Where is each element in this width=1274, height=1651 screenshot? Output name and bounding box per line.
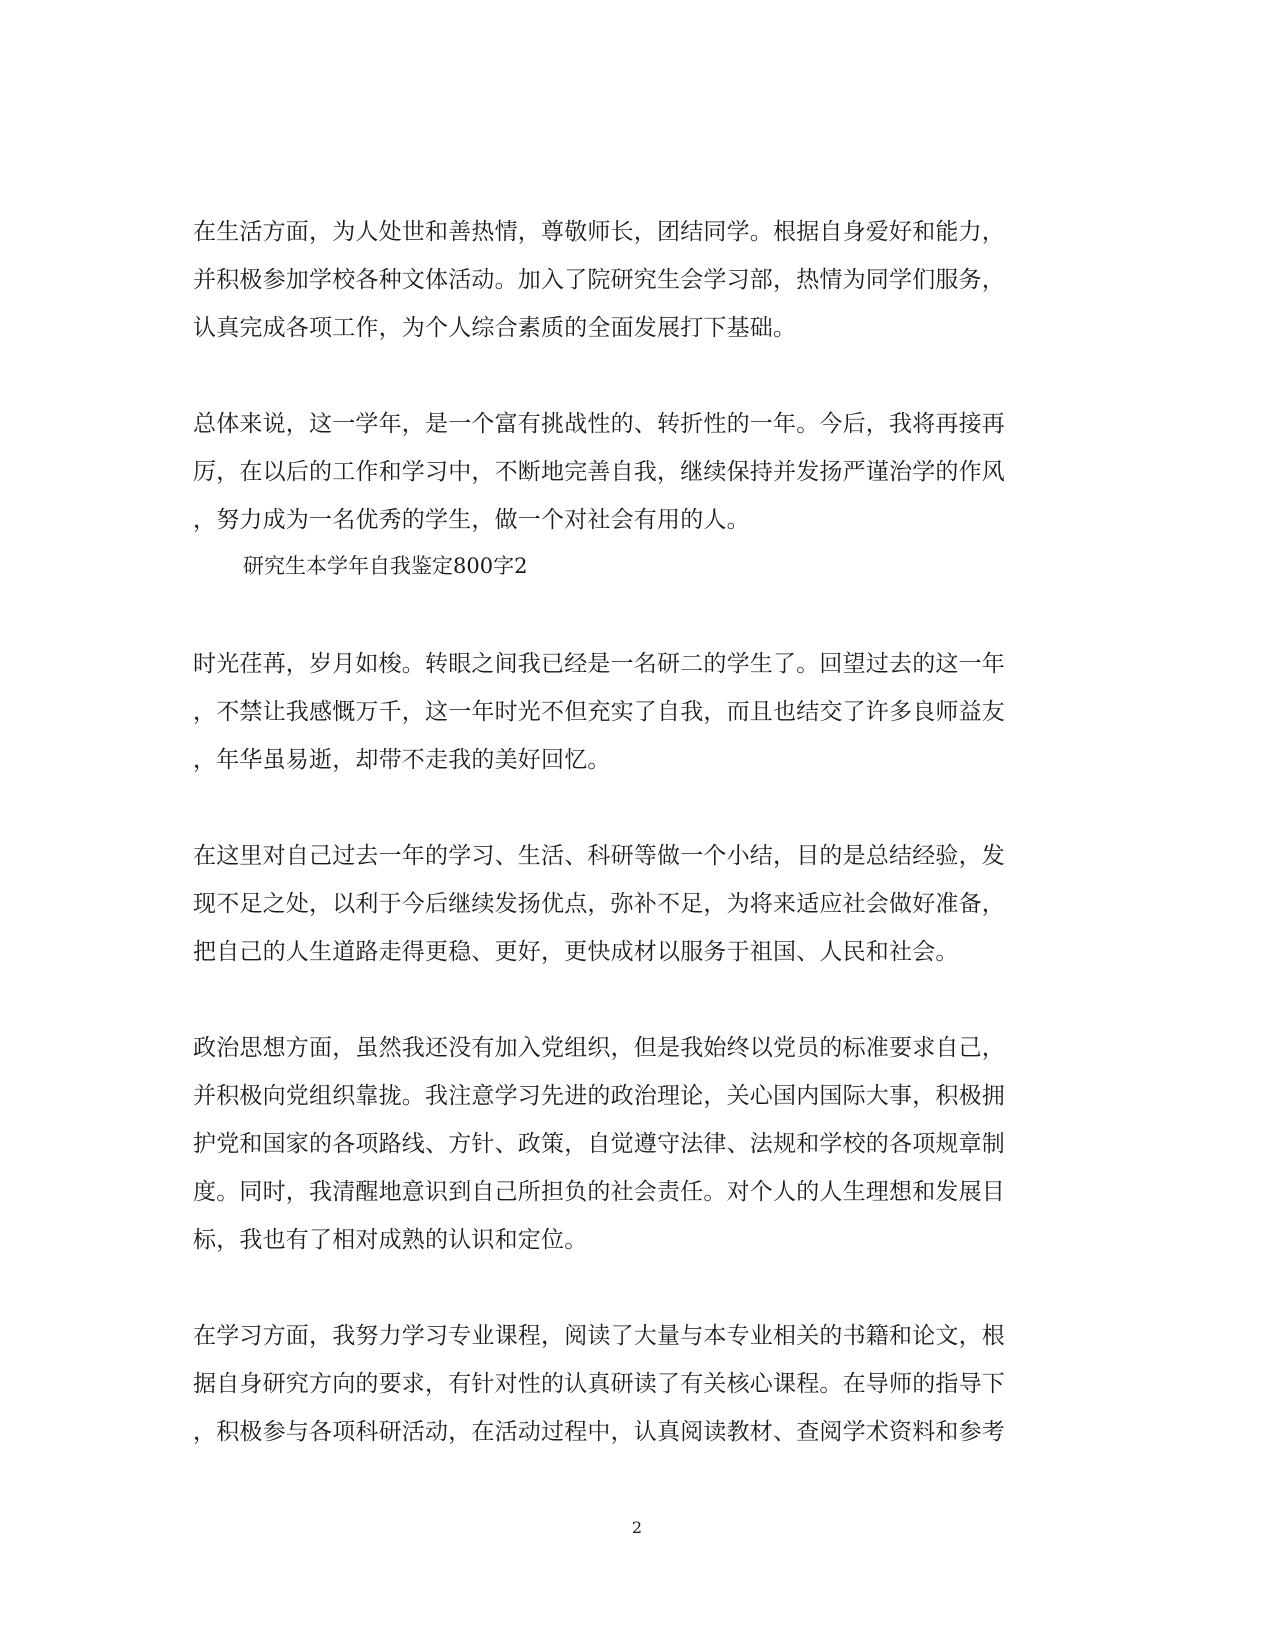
text-line: 厉，在以后的工作和学习中，不断地完善自我，继续保持并发扬严谨治学的作风	[193, 459, 1005, 485]
page-number: 2	[631, 1518, 643, 1537]
text-line: 据自身研究方向的要求，有针对性的认真研读了有关核心课程。在导师的指导下	[193, 1371, 1005, 1397]
text-line: 在生活方面，为人处世和善热情，尊敬师长，团结同学。根据自身爱好和能力，	[193, 219, 1005, 245]
text-line: 政治思想方面，虽然我还没有加入党组织，但是我始终以党员的标准要求自己，	[193, 1035, 1005, 1061]
paragraph-life	[193, 208, 1073, 352]
text-line: 时光荏苒，岁月如梭。转眼之间我已经是一名研二的学生了。回望过去的这一年	[193, 651, 1005, 677]
text-line: 总体来说，这一学年，是一个富有挑战性的、转折性的一年。今后，我将再接再	[193, 411, 1005, 437]
text-line: 把自己的人生道路走得更稳、更好，更快成材以服务于祖国、人民和社会。	[193, 939, 959, 965]
paragraph-summary	[193, 400, 1073, 544]
text-line: ，年华虽易逝，却带不走我的美好回忆。	[193, 747, 611, 773]
text-line: 度。同时，我清醒地意识到自己所担负的社会责任。对个人的人生理想和发展目	[193, 1179, 1005, 1205]
text-line: 在这里对自己过去一年的学习、生活、科研等做一个小结，目的是总结经验，发	[193, 843, 1005, 869]
text-line: 护党和国家的各项路线、方针、政策，自觉遵守法律、法规和学校的各项规章制	[193, 1131, 1005, 1157]
paragraph-review	[193, 832, 1073, 976]
section-heading: 研究生本学年自我鉴定800字2	[243, 554, 528, 578]
paragraph-politics	[193, 1024, 1073, 1264]
text-line: 现不足之处，以利于今后继续发扬优点，弥补不足，为将来适应社会做好准备，	[193, 891, 1005, 917]
text-line: 并积极参加学校各种文体活动。加入了院研究生会学习部，热情为同学们服务，	[193, 267, 1005, 293]
text-line: ，努力成为一名优秀的学生，做一个对社会有用的人。	[193, 507, 750, 533]
paragraph-study	[193, 1312, 1073, 1456]
text-line: 认真完成各项工作，为个人综合素质的全面发展打下基础。	[193, 315, 797, 341]
text-line: 并积极向党组织靠拢。我注意学习先进的政治理论，关心国内国际大事，积极拥	[193, 1083, 1005, 1109]
text-line: 标，我也有了相对成熟的认识和定位。	[193, 1227, 588, 1253]
paragraph-time	[193, 640, 1073, 784]
text-line: 在学习方面，我努力学习专业课程，阅读了大量与本专业相关的书籍和论文，根	[193, 1323, 1005, 1349]
text-line: ，积极参与各项科研活动，在活动过程中，认真阅读教材、查阅学术资料和参考	[193, 1419, 1005, 1445]
text-line: ，不禁让我感慨万千，这一年时光不但充实了自我，而且也结交了许多良师益友	[193, 699, 1005, 725]
document-body	[193, 208, 1073, 1456]
